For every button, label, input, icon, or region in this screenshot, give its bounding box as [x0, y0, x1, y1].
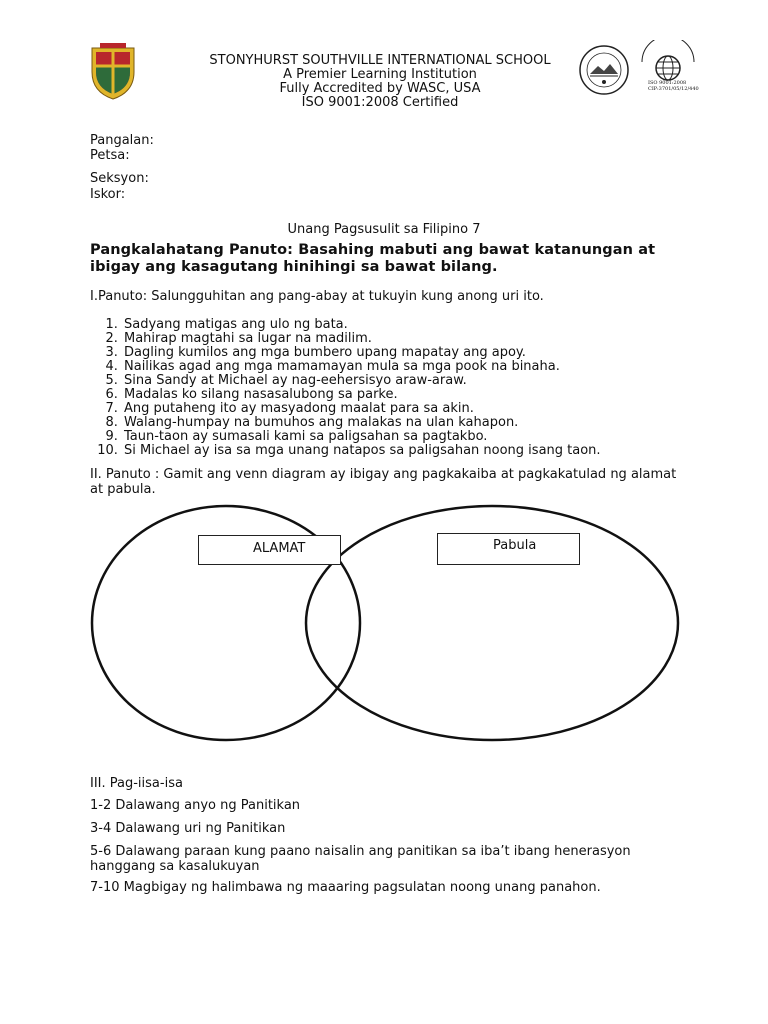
iso-caption-line-1: ISO 9001:2008 [648, 80, 687, 86]
general-instruction: Pangkalahatang Panuto: Basahing mabuti ang bawat katanungan at ibigay ang kasagutang hinihingi sa bawat bilang. [90, 242, 656, 275]
accreditation-seal-icon [578, 44, 630, 96]
iso-caption [648, 80, 699, 92]
list-item: 7. Ang putaheng ito ay masyadong maalat para sa akin. [122, 402, 601, 416]
iso-caption-line-2: CIP:3701/05/12/440 [648, 86, 699, 92]
exam-title: Unang Pagsusulit sa Filipino 7 [287, 222, 481, 237]
part2-instruction: II. Panuto : Gamit ang venn diagram ay ibigay ang pagkakaiba at pagkakatulad ng alamat at pabula. [90, 467, 677, 497]
venn-label-alamat-text: ALAMAT [253, 541, 306, 556]
list-item: 3. Dagling kumilos ang mga bumbero upang mapatay ang apoy. [122, 346, 601, 360]
venn-diagram [80, 504, 684, 754]
list-item: 10. Si Michael ay isa sa mga unang natapos sa paligsahan noong isang taon. [122, 444, 601, 458]
venn-label-alamat [198, 535, 341, 565]
part3-item: 3-4 Dalawang uri ng Panitikan [90, 821, 286, 836]
list-item: 4. Nailikas agad ang mga mamamayan mula sa mga pook na binaha. [122, 360, 601, 374]
list-item: 5. Sina Sandy at Michael ay nag-eehersisyo araw-araw. [122, 374, 601, 388]
score-field-label: Iskor: [90, 187, 126, 202]
name-field-label: Pangalan: [90, 133, 154, 148]
school-tagline: A Premier Learning Institution [283, 67, 477, 82]
part3-item: 1-2 Dalawang anyo ng Panitikan [90, 798, 301, 813]
venn-label-pabula [437, 533, 580, 565]
part3-item: 7-10 Magbigay ng halimbawa ng maaaring pagsulatan noong unang panahon. [90, 880, 601, 895]
part1-item-list [90, 318, 601, 458]
iso-certification-text: ISO 9001:2008 Certified [301, 95, 459, 110]
accreditation-text: Fully Accredited by WASC, USA [279, 81, 481, 96]
list-item: 6. Madalas ko silang nasasalubong sa parke. [122, 388, 601, 402]
iso-certification-icon [636, 40, 700, 102]
list-item: 9. Taun-taon ay sumasali kami sa paligsahan sa pagtakbo. [122, 430, 601, 444]
list-item: 1. Sadyang matigas ang ulo ng bata. [122, 318, 601, 332]
venn-label-pabula-text: Pabula [493, 538, 537, 553]
school-crest-logo [90, 42, 136, 100]
date-field-label: Petsa: [90, 148, 130, 163]
school-header [150, 54, 610, 110]
school-name: STONYHURST SOUTHVILLE INTERNATIONAL SCHOOL [209, 53, 551, 68]
section-field-label: Seksyon: [90, 171, 149, 186]
list-item: 8. Walang-humpay na bumuhos ang malakas na ulan kahapon. [122, 416, 601, 430]
part3-item: 5-6 Dalawang paraan kung paano naisalin ang panitikan sa iba’t ibang henerasyon hanggang sa kasalukuyan [90, 844, 631, 874]
part1-instruction: I.Panuto: Salungguhitan ang pang-abay at tukuyin kung anong uri ito. [90, 289, 544, 304]
part3-heading: III. Pag-iisa-isa [90, 776, 183, 791]
list-item: 2. Mahirap magtahi sa lugar na madilim. [122, 332, 601, 346]
